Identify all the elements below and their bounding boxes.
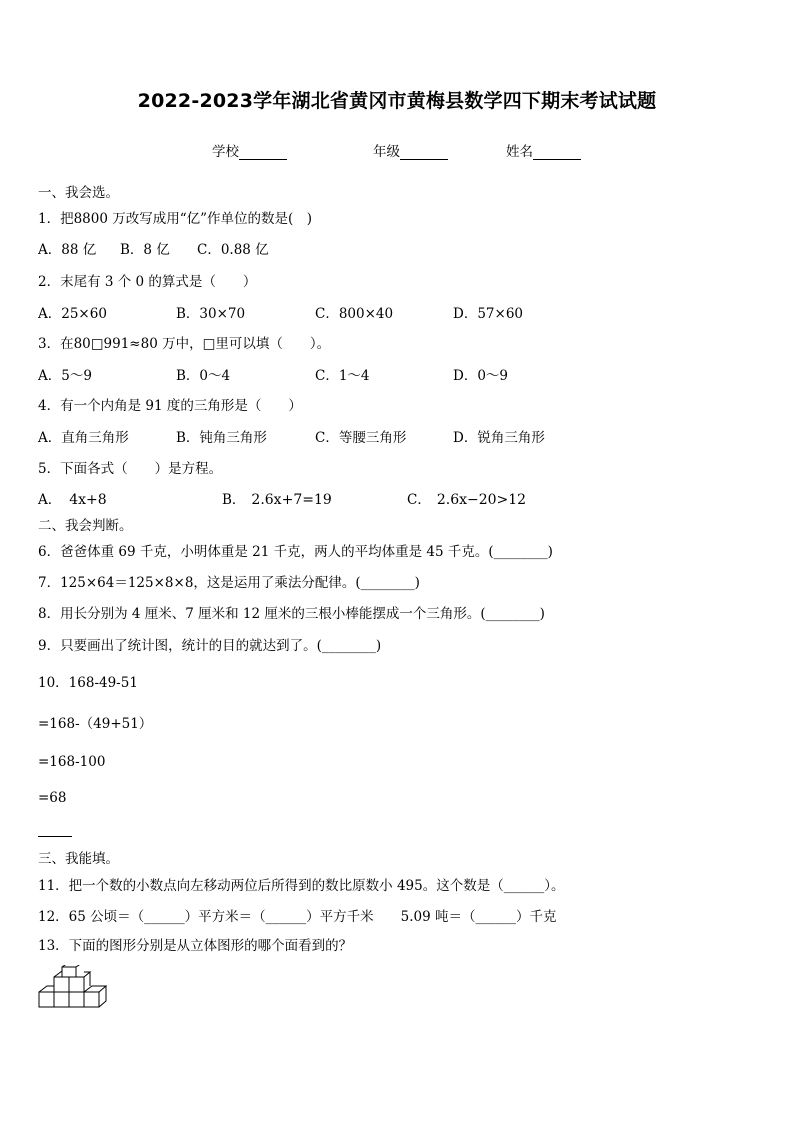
question-7: 7．125×64＝125×8×8，这是运用了乘法分配律。(________) — [38, 575, 420, 591]
q5-option-c-expr: 2.6x−20>12 — [436, 492, 527, 508]
question-9: 9．只要画出了统计图，统计的目的就达到了。(________) — [38, 638, 382, 654]
q2-option-d: D．57×60 — [453, 306, 523, 322]
section-1-heading: 一、我会选。 — [38, 185, 119, 201]
q5-option-b-expr: 2.6x+7=19 — [251, 492, 332, 508]
question-1: 1．把8800 万改写成用“亿”作单位的数是( ) — [38, 211, 313, 227]
question-10-answer-line — [38, 836, 72, 837]
q4-option-a: A．直角三角形 — [38, 430, 129, 446]
school-blank — [239, 145, 287, 160]
question-2: 2．末尾有 3 个 0 的算式是（ ） — [38, 274, 257, 290]
q5-option-b — [222, 488, 332, 508]
name-label: 姓名 — [506, 144, 533, 160]
q1-option-a: A．88 亿 — [38, 242, 97, 258]
q4-option-d: D．锐角三角形 — [453, 430, 545, 446]
name-field — [506, 140, 581, 160]
q5-option-a-expr: 4x+8 — [69, 492, 107, 508]
question-10-line-4: =68 — [38, 790, 67, 806]
question-5: 5．下面各式（ ）是方程。 — [38, 461, 223, 477]
q2-option-a: A．25×60 — [38, 306, 107, 322]
question-10-line-1: 10．168-49-51 — [38, 675, 138, 691]
q3-option-d: D．0～9 — [453, 368, 509, 384]
q3-option-b: B．0～4 — [176, 368, 231, 384]
q5-option-c-label: C． — [407, 492, 431, 508]
q1-option-b: B．8 亿 — [120, 242, 170, 258]
q5-option-b-label: B． — [222, 492, 246, 508]
question-8: 8．用长分别为 4 厘米、7 厘米和 12 厘米的三根小棒能摆成一个三角形。(________) — [38, 606, 545, 622]
q5-option-a — [38, 488, 107, 508]
question-4: 4．有一个内角是 91 度的三角形是（ ） — [38, 398, 302, 414]
q5-option-c — [407, 488, 526, 508]
grade-label: 年级 — [373, 144, 400, 160]
question-12: 12．65 公顷＝（______）平方米＝（______）平方千米 5.09 吨＝（______）千克 — [38, 909, 557, 925]
school-label: 学校 — [212, 144, 239, 160]
q2-option-c: C．800×40 — [315, 306, 394, 322]
question-13: 13．下面的图形分别是从立体图形的哪个面看到的？ — [38, 938, 353, 954]
q2-option-b: B．30×70 — [176, 306, 246, 322]
question-11: 11．把一个数的小数点向左移动两位后所得到的数比原数小 495。这个数是（______）。 — [38, 878, 565, 894]
q4-option-c: C．等腰三角形 — [315, 430, 407, 446]
question-10-line-2: =168-（49+51） — [38, 716, 153, 732]
question-10-line-3: =168-100 — [38, 754, 106, 770]
q4-option-b: B．钝角三角形 — [176, 430, 267, 446]
name-blank — [533, 145, 581, 160]
q3-option-a: A．5～9 — [38, 368, 92, 384]
q5-option-a-label: A． — [38, 492, 62, 508]
cube-stack-figure — [38, 965, 108, 1013]
grade-blank — [400, 145, 448, 160]
school-field — [212, 140, 287, 160]
q3-option-c: C．1～4 — [315, 368, 370, 384]
grade-field — [373, 140, 448, 160]
question-6: 6．爸爸体重 69 千克，小明体重是 21 千克，两人的平均体重是 45 千克。(________) — [38, 544, 553, 560]
question-3: 3．在80□991≈80 万中，□里可以填（ ）。 — [38, 336, 331, 352]
q1-option-c: C．0.88 亿 — [197, 242, 269, 258]
section-2-heading: 二、我会判断。 — [38, 518, 133, 534]
section-3-heading: 三、我能填。 — [38, 851, 119, 867]
page-title: 2022-2023学年湖北省黄冈市黄梅县数学四下期末考试试题 — [137, 90, 657, 112]
